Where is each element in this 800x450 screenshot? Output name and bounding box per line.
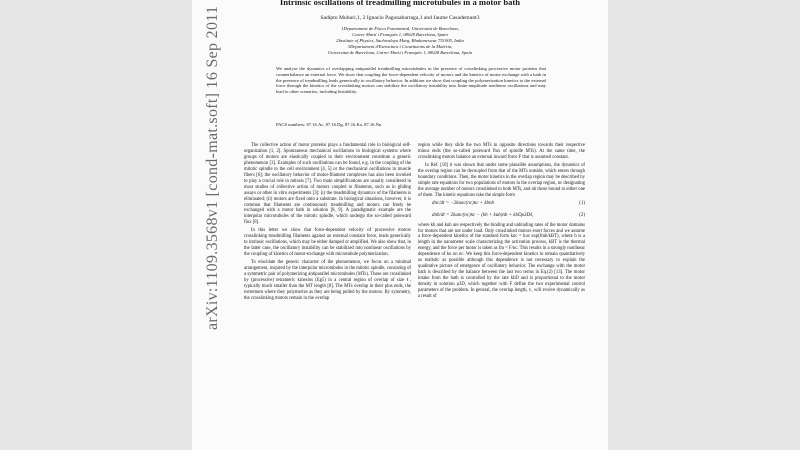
equation-rhs: = 2kunc(nc)nc − (kb + kub)nb + kbDρ3Dℓ, [446,212,534,218]
affiliation-line: Carrer Martí i Franquès 1, 08028 Barcelona, Spain [352,31,448,37]
affiliation-line: 1Departament de Física Fonamental, Universitat de Barcelona, [341,26,459,31]
paragraph: To elucidate the generic character of the phenomenon, we focus on a minimal arrangement, inspired by the interpolar microtubules in the mitotic spindle, consisting of a symmetric pair of polymerizing antiparallel microtubules (MTs). These are crosslinked by (processive) tetrameric kinesins (Eg5) in a central region of overlap of size ℓ, typically much smaller than the MT length [8]. The MTs overlap in their plus ends, the extremum where they polymerize as they are being pulled by the motors. By symmetry, the crosslinking motors remain in the overlap [244,260,411,301]
right-column [418,143,585,300]
paragraph: region while they slide the two MTs in opposite directions towards their respective minus ends (the so-called poleward flux of spindle MTs). At the same time, the crosslinking motors balance an external inward force F that is assumed constant. [418,143,585,160]
equation-2 [418,211,585,223]
equation-lhs: dnb/dt [432,212,445,218]
abstract: We analyse the dynamics of overlapping antiparallel treadmilling microtubules in the presence of crosslinking processive motor proteins that counterbalance an external force. We show that coupling the force-dependent velocity of motors and the kinetics of motor exchange with a bath in the presence of treadmilling leads generically to oscillatory behavior. In addition we show that coupling the polymerization kinetics to the external force through the kinetics of the crosslinking motors can stabilize the oscillatory instability into finite-amplitude nonlinear oscillations and may lead to other scenarios, including bistability. [276,66,546,95]
equation-number: (2) [579,212,585,218]
equation-number: (1) [579,200,585,206]
equation-rhs: = −2kunc(nc)nc + kbnb [445,200,495,206]
paragraph: where kb and kub are respectively the binding and unbinding rates of the motor domains for motors that are not under load. Only crosslinked motors exert forces and we assume a force-dependent kinetics of the standard form kuc = kuc exp(fmb/kBT), where b is a length in the nanometer scale characterizing the activation process, kBT is the thermal energy, and the force per motor is taken as fm = F/nc. This results in a strongly nonlinear dependence of ku on nc. We keep this force-dependent kinetics to remain quantitatively as realistic as possible although this dependence is not necessary to explain the qualitative picture of emergence of oscillatory behavior. The exchange with the motor bath is described by the balance between the last two terms in Eq.(2) [13]. The motor intake from the bath is controlled by the rate kbD and is proportional to the motor density in solution ρ3D, which together with F define the two experimental control parameters of the problem. In general, the overlap length, ℓ, will evolve dynamically as a result of [418,222,585,300]
pacs-numbers: PACS numbers: 87.16.Ac, 87.16.Dg, 87.16.Ka, 87.16.Nn [276,122,382,127]
left-column [244,143,411,302]
paper-title: Intrinsic oscillations of treadmilling microtubules in a motor bath [279,0,521,7]
equation-1 [418,199,585,211]
affiliation-line: 3Departament d'Estructura i Constituents de la Matèria, [347,43,453,49]
affiliation-line: Universitat de Barcelona, Carrer Martí i Franquès 1, 08028 Barcelona, Spain [327,49,473,55]
equation-lhs: dnc/dt [432,200,445,206]
paragraph: The collective action of motor proteins plays a fundamental role in biological self-organization [1, 2]. Spontaneous mechanical oscillations in biological systems where groups of motors are elastically coupled to their environment constitute a generic phenomenon [3]. Examples of such oscillations can be found, e.g. in the coupling of the mitotic spindle to the cell environment [4, 5] or the mechanical oscillations in muscle fibers [6]; the oscillatory behavior of motor-filament complexes has also been invoked to play a crucial role in mitosis [7]. Two main simplifications are usually considered in most studies of collective action of motors coupled to filaments, such as in gliding assays or other in vitro experiments [3]: (i) the treadmilling dynamics of the filaments is eliminated; (ii) motors are fixed onto a substrate. In biological situations, however, it is common that filaments are continuously treadmilling and motors can freely be exchanged with a motor bath in solution [8, 9]. A paradigmatic example are the interpolar microtubules of the mitotic spindle, which undergo the so-called poleward flux [8]. [244,143,411,226]
affiliation-line: 2Institute of Physics, Sachivalaya Marg, Bhubaneswar 751005, India [336,37,464,43]
paper-authors: Sadipto Muhuri,1, 2 Ignacio Pagonabarraga,1 and Jaume Casademunt3 [320,15,480,21]
paragraph: In Ref. [10] it was shown that under some plausible assumptions, the dynamics of the overlap region can be decoupled from that of the MTs outside, which enters through boundary conditions. Then, the motor kinetics in the overlap region may be described by simple rate equations for two populations of motors in the overlap region, nc designating the average number of motors crosslinked to both MTs, and nb those bound to either one of them. The kinetic equations take the simple form [418,162,585,198]
paragraph: In this letter we show that force-dependent velocity of processive motors crosslinking treadmilling filaments against an external constant force, leads generically to intrinsic oscillations, which may be either damped or amplified. We also show that, in the latter case, the oscillatory instability can be stabilized into nonlinear oscillations by the coupling of kinetics of motor-exchange with microtubule polymerization. [244,228,411,258]
affiliations [230,26,570,56]
arxiv-sidebar-id: arXiv:1109.3568v1 [cond-mat.soft] 16 Sep 2011 [204,5,221,330]
